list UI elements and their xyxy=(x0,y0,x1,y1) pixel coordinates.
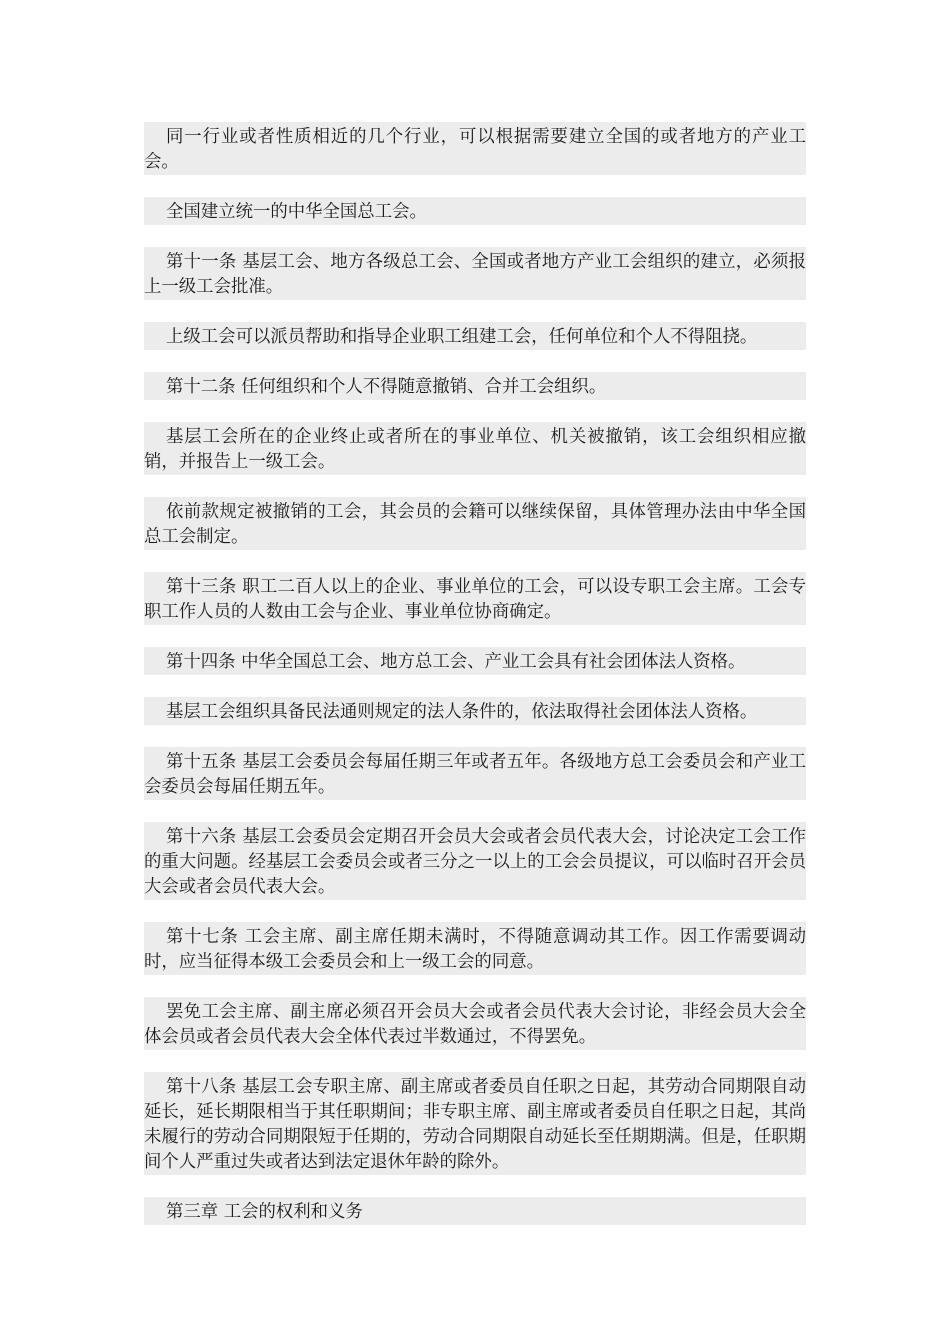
paragraph-gap xyxy=(144,175,806,197)
paragraph-gap xyxy=(144,300,806,322)
paragraph-article-16: 第十六条 基层工会委员会定期召开会员大会或者会员代表大会，讨论决定工会工作的重大问题。经基层工会委员会或者三分之一以上的工会会员提议，可以临时召开会员大会或者会员代表大会。 xyxy=(144,822,806,900)
paragraph-gap xyxy=(144,1175,806,1197)
paragraph-article-14: 第十四条 中华全国总工会、地方总工会、产业工会具有社会团体法人资格。 xyxy=(144,647,806,675)
paragraph-gap xyxy=(144,350,806,372)
paragraph-article-12-3: 依前款规定被撤销的工会，其会员的会籍可以继续保留，具体管理办法由中华全国总工会制定。 xyxy=(144,497,806,550)
paragraph-gap xyxy=(144,1050,806,1072)
paragraph-gap xyxy=(144,550,806,572)
paragraph-article-11-2: 上级工会可以派员帮助和指导企业职工组建工会，任何单位和个人不得阻挠。 xyxy=(144,322,806,350)
paragraph-article-14-2: 基层工会组织具备民法通则规定的法人条件的，依法取得社会团体法人资格。 xyxy=(144,697,806,725)
paragraph-article-11: 第十一条 基层工会、地方各级总工会、全国或者地方产业工会组织的建立，必须报上一级工会批准。 xyxy=(144,247,806,300)
paragraph-gap xyxy=(144,475,806,497)
paragraph-gap xyxy=(144,675,806,697)
paragraph-gap xyxy=(144,900,806,922)
paragraph-industry-unions: 同一行业或者性质相近的几个行业，可以根据需要建立全国的或者地方的产业工会。 xyxy=(144,122,806,175)
paragraph-gap xyxy=(144,625,806,647)
document-body xyxy=(144,122,806,1225)
paragraph-article-15: 第十五条 基层工会委员会每届任期三年或者五年。各级地方总工会委员会和产业工会委员会每届任期五年。 xyxy=(144,747,806,800)
paragraph-national-federation: 全国建立统一的中华全国总工会。 xyxy=(144,197,806,225)
paragraph-gap xyxy=(144,975,806,997)
chapter-heading: 第三章 工会的权利和义务 xyxy=(144,1197,806,1225)
paragraph-gap xyxy=(144,225,806,247)
paragraph-gap xyxy=(144,725,806,747)
paragraph-article-12: 第十二条 任何组织和个人不得随意撤销、合并工会组织。 xyxy=(144,372,806,400)
paragraph-article-17: 第十七条 工会主席、副主席任期未满时，不得随意调动其工作。因工作需要调动时，应当征得本级工会委员会和上一级工会的同意。 xyxy=(144,922,806,975)
paragraph-gap xyxy=(144,800,806,822)
paragraph-article-17-2: 罢免工会主席、副主席必须召开会员大会或者会员代表大会讨论，非经会员大会全体会员或者会员代表大会全体代表过半数通过，不得罢免。 xyxy=(144,997,806,1050)
paragraph-article-18: 第十八条 基层工会专职主席、副主席或者委员自任职之日起，其劳动合同期限自动延长，延长期限相当于其任职期间；非专职主席、副主席或者委员自任职之日起，其尚未履行的劳动合同期限短于任期的，劳动合同期限自动延长至任期期满。但是，任职期间个人严重过失或者达到法定退休年龄的除外。 xyxy=(144,1072,806,1175)
paragraph-article-13: 第十三条 职工二百人以上的企业、事业单位的工会，可以设专职工会主席。工会专职工作人员的人数由工会与企业、事业单位协商确定。 xyxy=(144,572,806,625)
paragraph-gap xyxy=(144,400,806,422)
paragraph-article-12-2: 基层工会所在的企业终止或者所在的事业单位、机关被撤销，该工会组织相应撤销，并报告上一级工会。 xyxy=(144,422,806,475)
